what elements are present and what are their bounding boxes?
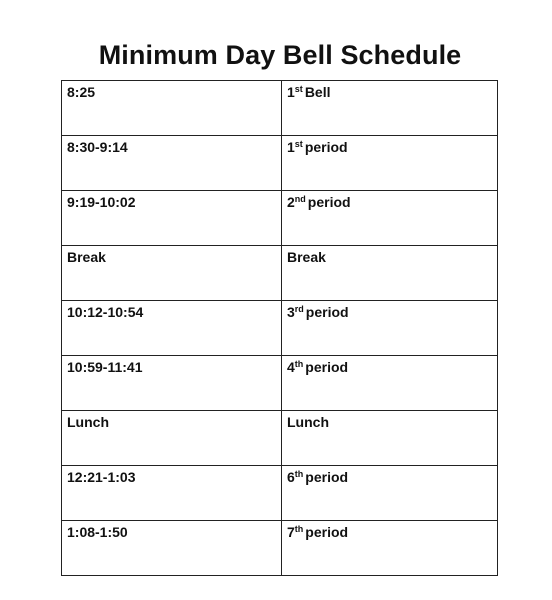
page-title: Minimum Day Bell Schedule <box>98 40 462 71</box>
time-cell: 10:59-11:41 <box>62 356 282 411</box>
ordinal-suffix: th <box>294 359 304 369</box>
time-cell: 8:25 <box>62 81 282 136</box>
event-label: period <box>305 469 349 485</box>
event-cell <box>282 466 498 521</box>
table-row <box>62 81 498 136</box>
time-cell: 10:12-10:54 <box>62 301 282 356</box>
ordinal-suffix: th <box>294 469 304 479</box>
event-number: 1 <box>287 139 295 155</box>
event-number: 4 <box>287 359 295 375</box>
time-cell: 1:08-1:50 <box>62 521 282 576</box>
event-label: Lunch <box>287 414 329 430</box>
time-cell: Break <box>62 246 282 301</box>
event-cell <box>282 521 498 576</box>
event-cell <box>282 411 498 466</box>
event-number: 1 <box>287 84 295 100</box>
event-label: period <box>307 194 351 210</box>
table-row <box>62 466 498 521</box>
event-cell <box>282 301 498 356</box>
ordinal-suffix: rd <box>294 304 304 314</box>
table-row <box>62 356 498 411</box>
event-number: 7 <box>287 524 295 540</box>
time-cell: Lunch <box>62 411 282 466</box>
schedule-rows <box>62 81 498 576</box>
event-number: 3 <box>287 304 295 320</box>
ordinal-suffix: th <box>294 524 304 534</box>
table-row <box>62 246 498 301</box>
time-cell: 9:19-10:02 <box>62 191 282 246</box>
event-cell <box>282 136 498 191</box>
table-row <box>62 136 498 191</box>
table-row <box>62 411 498 466</box>
event-cell <box>282 356 498 411</box>
time-cell: 12:21-1:03 <box>62 466 282 521</box>
time-cell: 8:30-9:14 <box>62 136 282 191</box>
table-row <box>62 521 498 576</box>
event-label: period <box>305 524 349 540</box>
event-number: 6 <box>287 469 295 485</box>
event-label: period <box>305 304 349 320</box>
event-label: period <box>304 139 348 155</box>
ordinal-suffix: nd <box>294 194 306 204</box>
event-cell <box>282 191 498 246</box>
event-label: period <box>305 359 349 375</box>
ordinal-suffix: st <box>294 139 303 149</box>
event-cell <box>282 246 498 301</box>
event-cell <box>282 81 498 136</box>
event-number: 2 <box>287 194 295 210</box>
table-row <box>62 301 498 356</box>
table-row <box>62 191 498 246</box>
event-label: Bell <box>304 84 331 100</box>
ordinal-suffix: st <box>294 84 303 94</box>
bell-schedule-table <box>61 80 498 576</box>
event-label: Break <box>287 249 326 265</box>
